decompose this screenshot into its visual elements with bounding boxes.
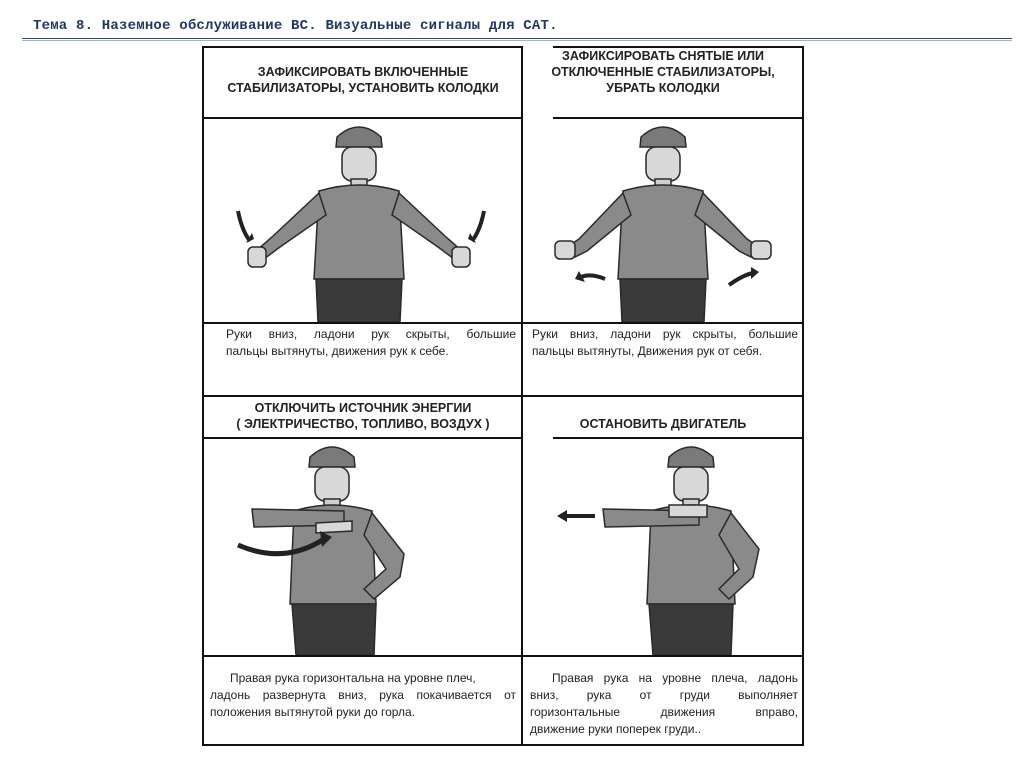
signal-4-description: Правая рука на уровне плеча, ладонь вниз, рука от груди выполняет горизонтальные движения вправо, движение руки поперек груди.. xyxy=(530,671,798,736)
signal-3-illustration xyxy=(204,439,521,655)
row-sep-2 xyxy=(202,322,804,324)
signal-3-description: Правая рука горизонтальна на уровне плеч, ладонь развернута вниз, рука покачивается от положения вытянутой руки до горла. xyxy=(210,671,516,719)
signal-1-illustration xyxy=(204,119,521,322)
slide-title: Тема 8. Наземное обслуживание ВС. Визуальные сигналы для САТ. xyxy=(33,18,558,34)
signal-2-heading: ЗАФИКСИРОВАТЬ СНЯТЫЕ ИЛИ ОТКЛЮЧЕННЫЕ СТАБИЛИЗАТОРЫ, УБРАТЬ КОЛОДКИ xyxy=(551,49,775,95)
row-sep-5 xyxy=(202,655,804,657)
frame-bottom xyxy=(202,744,804,746)
title-underline xyxy=(22,38,1012,39)
signal-2-illustration xyxy=(523,119,802,322)
row-sep-3 xyxy=(202,395,804,397)
signal-4-heading: ОСТАНОВИТЬ ДВИГАТЕЛЬ xyxy=(579,417,747,431)
title-underline-light xyxy=(22,40,1012,41)
signal-1-description: Руки вниз, ладони рук скрыты, большие пальцы вытянуты, движения рук к себе. xyxy=(226,327,516,358)
signal-4-illustration xyxy=(523,439,802,655)
signal-3-heading: ОТКЛЮЧИТЬ ИСТОЧНИК ЭНЕРГИИ ( ЭЛЕКТРИЧЕСТВО, ТОПЛИВО, ВОЗДУХ ) xyxy=(236,401,490,431)
signal-1-heading: ЗАФИКСИРОВАТЬ ВКЛЮЧЕННЫЕ СТАБИЛИЗАТОРЫ, УСТАНОВИТЬ КОЛОДКИ xyxy=(227,65,499,95)
frame-top-left xyxy=(203,46,523,48)
signal-2-description: Руки вниз, ладони рук скрыты, большие пальцы вытянуты, Движения рук от себя. xyxy=(532,327,798,358)
